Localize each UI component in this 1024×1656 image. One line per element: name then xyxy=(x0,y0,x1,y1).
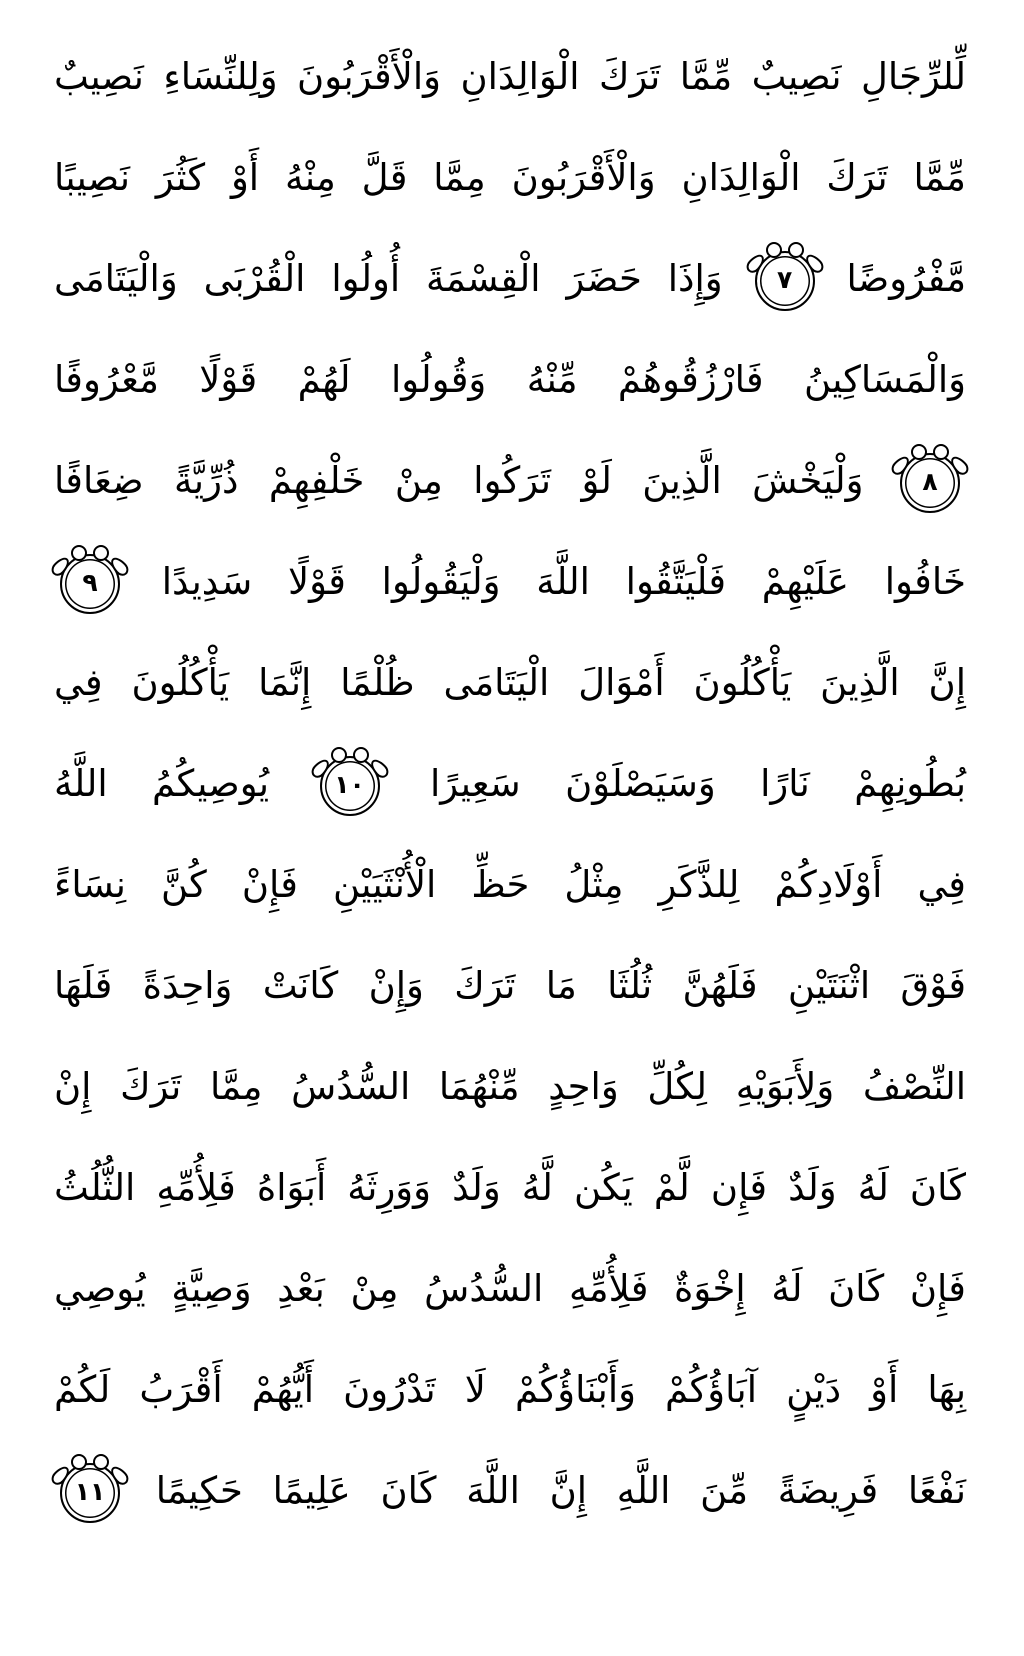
mushaf-line xyxy=(54,1238,966,1339)
mushaf-line xyxy=(54,127,966,228)
ayah-number: ٧ xyxy=(757,253,813,309)
ayah-number: ١٠ xyxy=(322,758,378,814)
ayah-number: ١١ xyxy=(62,1465,118,1521)
ayah-number: ٩ xyxy=(62,556,118,612)
ayah-text: نَفْعًا فَرِيضَةً مِّنَ اللَّهِ إِنَّ اللَّهَ كَانَ عَلِيمًا حَكِيمًا xyxy=(155,1469,966,1512)
ayah-text: فَإِنْ كَانَ لَهُ إِخْوَةٌ فَلِأُمِّهِ السُّدُسُ مِنْ بَعْدِ وَصِيَّةٍ يُوصِي xyxy=(54,1267,966,1310)
ayah-text: يُوصِيكُمُ اللَّهُ xyxy=(54,762,270,805)
ayah-end-marker xyxy=(320,756,380,816)
mushaf-line xyxy=(54,1339,966,1440)
ayah-text: فَوْقَ اثْنَتَيْنِ فَلَهُنَّ ثُلُثَا مَا تَرَكَ وَإِنْ كَانَتْ وَاحِدَةً فَلَهَا xyxy=(54,964,966,1007)
ayah-text: إِنَّ الَّذِينَ يَأْكُلُونَ أَمْوَالَ الْيَتَامَى ظُلْمًا إِنَّمَا يَأْكُلُونَ فِي xyxy=(54,661,966,704)
ayah-text: كَانَ لَهُ وَلَدٌ فَإِن لَّمْ يَكُن لَّهُ وَلَدٌ وَوَرِثَهُ أَبَوَاهُ فَلِأُمِّهِ الثُّلُثُ xyxy=(54,1166,966,1209)
ayah-text: وَالْمَسَاكِينُ فَارْزُقُوهُمْ مِّنْهُ وَقُولُوا لَهُمْ قَوْلًا مَّعْرُوفًا xyxy=(54,358,966,401)
mushaf-line xyxy=(54,1137,966,1238)
ayah-text: مَّفْرُوضًا xyxy=(846,257,967,300)
mushaf-line xyxy=(54,430,966,531)
ayah-text: بُطُونِهِمْ نَارًا وَسَيَصْلَوْنَ سَعِيرًا xyxy=(429,762,967,805)
ayah-text: النِّصْفُ وَلِأَبَوَيْهِ لِكُلِّ وَاحِدٍ مِّنْهُمَا السُّدُسُ مِمَّا تَرَكَ إِنْ xyxy=(54,1065,966,1108)
mushaf-line xyxy=(54,26,966,127)
mushaf-line xyxy=(54,228,966,329)
mushaf-line xyxy=(54,531,966,632)
ayah-text: وَلْيَخْشَ الَّذِينَ لَوْ تَرَكُوا مِنْ خَلْفِهِمْ ذُرِّيَّةً ضِعَافًا xyxy=(54,459,864,502)
ayah-text: خَافُوا عَلَيْهِمْ فَلْيَتَّقُوا اللَّهَ وَلْيَقُولُوا قَوْلًا سَدِيدًا xyxy=(161,560,966,603)
ayah-text: لِّلرِّجَالِ نَصِيبٌ مِّمَّا تَرَكَ الْوَالِدَانِ وَالْأَقْرَبُونَ وَلِلنِّسَاءِ نَصِيبٌ xyxy=(54,55,966,98)
ayah-text: بِهَا أَوْ دَيْنٍ آبَاؤُكُمْ وَأَبْنَاؤُكُمْ لَا تَدْرُونَ أَيُّهُمْ أَقْرَبُ لَكُمْ xyxy=(54,1368,966,1411)
mushaf-line xyxy=(54,834,966,935)
ayah-end-marker xyxy=(755,251,815,311)
ayah-end-marker xyxy=(900,453,960,513)
mushaf-line xyxy=(54,1036,966,1137)
mushaf-line xyxy=(54,935,966,1036)
mushaf-line xyxy=(54,733,966,834)
ayah-number: ٨ xyxy=(902,455,958,511)
ayah-text: وَإِذَا حَضَرَ الْقِسْمَةَ أُولُوا الْقُرْبَى وَالْيَتَامَى xyxy=(54,257,723,300)
ayah-text: فِي أَوْلَادِكُمْ لِلذَّكَرِ مِثْلُ حَظِّ الْأُنْثَيَيْنِ فَإِنْ كُنَّ نِسَاءً xyxy=(54,863,966,906)
ayah-text: مِّمَّا تَرَكَ الْوَالِدَانِ وَالْأَقْرَبُونَ مِمَّا قَلَّ مِنْهُ أَوْ كَثُرَ نَصِيبًا xyxy=(54,156,966,199)
mushaf-line xyxy=(54,632,966,733)
ayah-end-marker xyxy=(60,554,120,614)
ayah-end-marker xyxy=(60,1463,120,1523)
mushaf-line xyxy=(54,329,966,430)
mushaf-line xyxy=(54,1440,966,1541)
